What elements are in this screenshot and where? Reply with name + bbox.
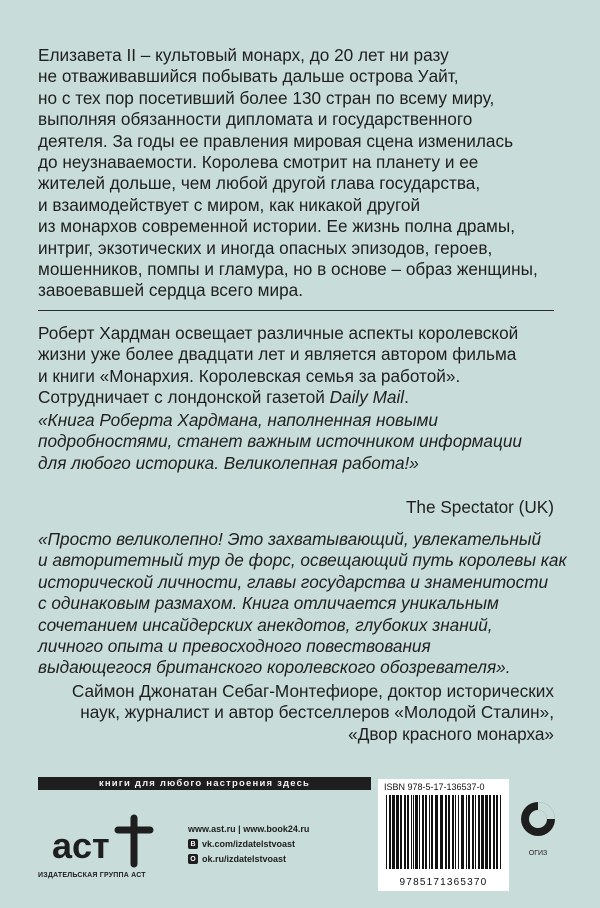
vk-link-text: vk.com/izdatelstvoast — [202, 839, 296, 849]
source-line: наук, журналист и автор бестселлеров «Молодой Сталин», — [80, 702, 554, 723]
review-line: сочетанием инсайдерских анекдотов, глубоких знаний, — [38, 614, 493, 635]
description-line: мошенников, помпы и гламура, но в основе – образ женщины, — [38, 259, 538, 280]
barcode-bars — [386, 795, 502, 869]
ean-digits: 9785171365370 — [399, 877, 488, 888]
description-line: до неузнаваемости. Королева смотрит на планету и ее — [38, 152, 479, 173]
bio-line-suffix: . — [404, 387, 409, 408]
description-line: но с тех пор посетивший более 130 стран по всему миру, — [38, 87, 495, 108]
bio-line-prefix: Сотрудничает с лондонской газетой — [38, 387, 330, 408]
review-montefiore — [38, 529, 567, 679]
description-line: завоевавшей сердца всего мира. — [38, 280, 303, 301]
publisher-logo-text: аст — [52, 825, 110, 866]
barcode — [378, 779, 509, 891]
bio-line — [38, 387, 563, 408]
review-spectator — [38, 410, 563, 474]
review-line: выдающегося британского королевского обозревателя». — [38, 657, 511, 678]
website-links[interactable]: www.ast.ru | www.book24.ru — [188, 824, 310, 834]
description-line: и взаимодействует с миром, как никакой другой — [38, 194, 421, 215]
review-line: с одинаковым размахом. Книга отличается уникальным — [38, 593, 499, 614]
review-source — [72, 681, 554, 745]
publisher-links — [188, 824, 309, 869]
description-line: Елизавета II – культовый монарх, до 20 лет ни разу — [38, 45, 449, 65]
book-description — [38, 45, 563, 302]
review-line: «Просто великолепно! Это захватывающий, увлекательный — [38, 529, 542, 549]
bio-line: жизни уже более двадцати лет и является автором фильма — [38, 344, 517, 365]
description-line: из монархов современной истории. Ее жизнь полна драмы, — [38, 216, 515, 237]
description-line: не отваживавшийся побывать дальше острова Уайт, — [38, 66, 459, 87]
publisher-label: ИЗДАТЕЛЬСКАЯ ГРУППА АСТ — [38, 872, 146, 879]
tagline-bar: книги для любого настроения здесь — [38, 777, 371, 790]
review-line: личного опыта и превосходного повествования — [38, 636, 431, 657]
ok-link[interactable] — [188, 854, 309, 864]
description-line: жителей дольше, чем любой другой глава государства, — [38, 173, 481, 194]
newspaper-name: Daily Mail — [329, 387, 405, 408]
description-line: интриг, экзотических и иногда опасных эпизодов, героев, — [38, 237, 493, 258]
section-divider — [38, 310, 554, 311]
review-line: для любого историка. Великолепная работа!» — [38, 452, 419, 473]
ok-icon: О — [188, 854, 198, 864]
source-line: «Двор красного монарха» — [348, 723, 554, 744]
bio-line: и книги «Монархия. Королевская семья за работой». — [38, 365, 461, 386]
review-line: подробностями, станет важным источником информации — [38, 431, 522, 452]
review-line: и авторитетный тур де форс, освещающий путь королевы как — [38, 550, 567, 571]
isbn-text: ISBN 978-5-17-136537-0 — [384, 782, 485, 792]
description-line: выполняя обязанности дипломата и государственного — [38, 109, 473, 130]
ok-link-text: ok.ru/izdatelstvoast — [202, 854, 287, 864]
source-line: Саймон Джонатан Себаг-Монтефиоре, доктор исторических — [71, 681, 554, 701]
imprint-label: ОГИЗ — [528, 850, 548, 857]
bio-line: Роберт Хардман освещает различные аспекты королевской — [38, 323, 519, 343]
review-line: исторической личности, главы государства и знаменитости — [38, 571, 549, 592]
vk-icon: В — [188, 839, 198, 849]
review-source: The Spectator (UK) — [405, 497, 554, 517]
description-line: деятеля. За годы ее правления мировая сцена изменилась — [38, 130, 514, 151]
review-line: «Книга Роберта Хардмана, наполненная новыми — [38, 410, 438, 430]
imprint-logo — [518, 795, 558, 851]
author-bio — [38, 323, 563, 409]
vk-link[interactable] — [188, 839, 309, 849]
